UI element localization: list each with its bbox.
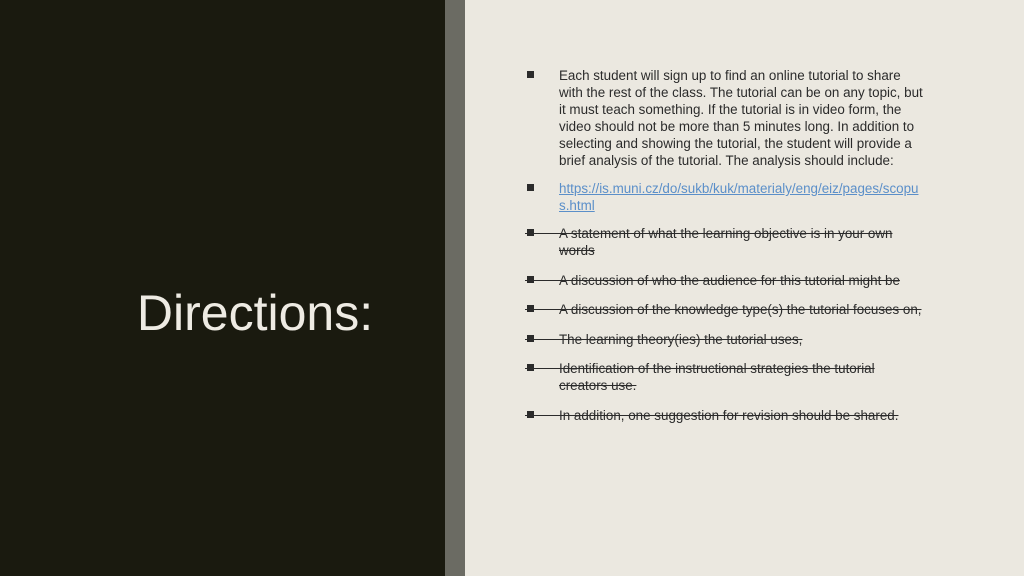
bullet-item-instructions <box>525 67 925 169</box>
bullet-text: Identification of the instructional strategies the tutorial creators use. <box>559 361 875 393</box>
bullet-item-learning-theory <box>525 331 925 348</box>
bullet-text: A discussion of the knowledge type(s) the tutorial focuses on, <box>559 302 922 317</box>
square-bullet-icon <box>527 71 534 78</box>
bullet-item-link <box>525 180 925 214</box>
square-bullet-icon <box>527 276 534 283</box>
bullet-item-objective <box>525 225 925 259</box>
scopus-link[interactable]: https://is.muni.cz/do/sukb/kuk/materialy/eng/eiz/pages/scopus.html <box>559 181 919 213</box>
square-bullet-icon <box>527 364 534 371</box>
bullet-item-strategies <box>525 360 925 394</box>
bullet-text: A discussion of who the audience for this tutorial might be <box>559 272 900 288</box>
bullet-item-audience <box>525 272 925 289</box>
bullet-item-knowledge-type <box>525 301 925 318</box>
square-bullet-icon <box>527 411 534 418</box>
bullet-text: In addition, one suggestion for revision should be shared. <box>559 407 899 423</box>
bullet-text: The learning theory(ies) the tutorial uses, <box>559 331 803 347</box>
slide-title: Directions: <box>136 284 374 341</box>
square-bullet-icon <box>527 184 534 191</box>
bullet-item-revision <box>525 407 925 424</box>
bullet-text: A statement of what the learning objective is in your own words <box>559 226 893 258</box>
square-bullet-icon <box>527 305 534 312</box>
bullet-text: Each student will sign up to find an online tutorial to share with the rest of the class. The tutorial can be on any topic, but it must teach something. If the tutorial is in video form, the video should not be more than 5 minutes long. In addition to selecting and showing the tutorial, the student will provide a brief analysis of the tutorial. The analysis should include: <box>559 68 923 168</box>
bullet-list <box>525 67 925 436</box>
square-bullet-icon <box>527 229 534 236</box>
square-bullet-icon <box>527 335 534 342</box>
